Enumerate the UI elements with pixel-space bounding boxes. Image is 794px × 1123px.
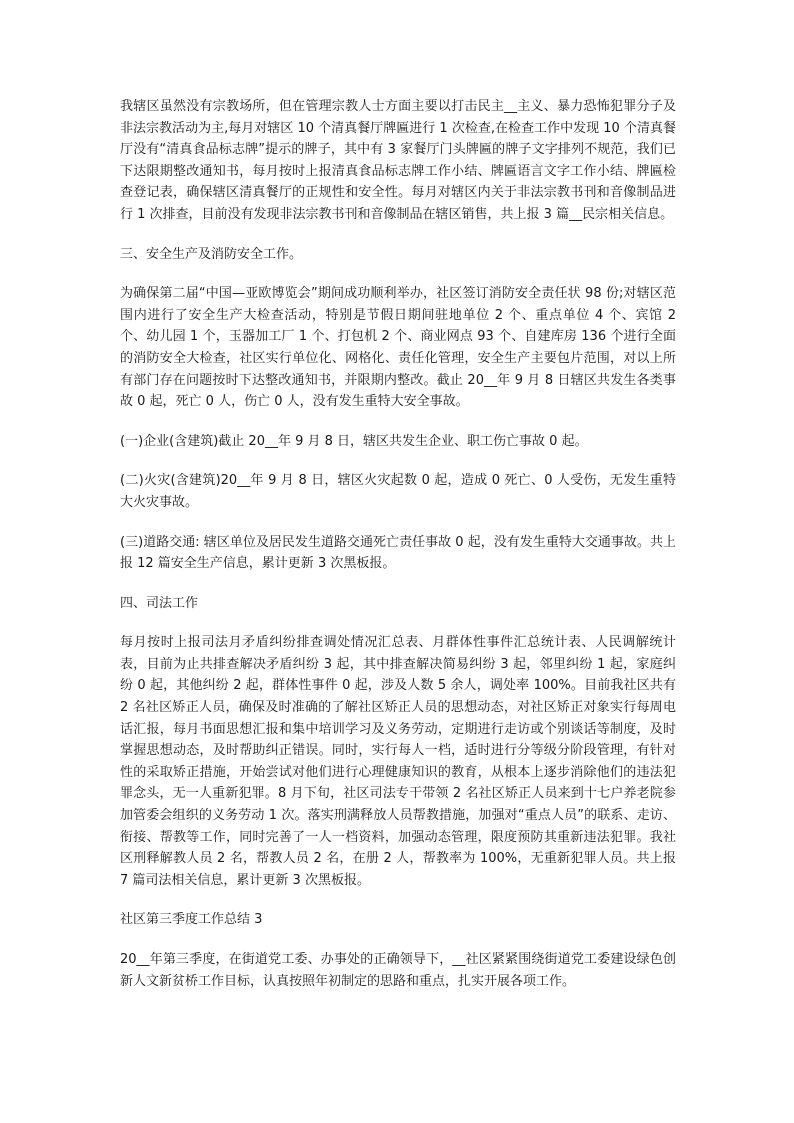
paragraph-q3-intro: 20__年第三季度，在街道党工委、办事处的正确领导下，__社区紧紧围绕街道党工委建设绿色创新人文新贫桥工作目标，认真按照年初制定的思路和重点，扎实开展各项工作。 [120, 952, 676, 989]
document-body [120, 96, 676, 1010]
paragraph-road-traffic: (三)道路交通: 辖区单位及居民发生道路交通死亡责任事故 0 起，没有发生重特大交通事故。共上报 12 篇安全生产信息，累计更新 3 次黑板报。 [120, 534, 676, 572]
paragraph-religious-affairs: 我辖区虽然没有宗教场所，但在管理宗教人士方面主要以打击民主__主义、暴力恐怖犯罪分子及非法宗教活动为主,每月对辖区 10 个清真餐厅牌匾进行 1 次检查,在检查工作中发现 10 个清真餐厅没有“清真食品标志牌”提示的牌子，其中有 3 家餐厅门头牌匾的牌子文字排列不规范，我们已下达限期整改通知书，每月按时上报清真食品标志牌工作小结、牌匾语言文字工作小结、牌匾检查登记表，确保辖区清真餐厅的正规性和安全性。每月对辖区内关于非法宗教书刊和音像制品进行 1 次排查，目前没有发现非法宗教书刊和音像制品在辖区销售，共上报 3 篇__民宗相关信息。 [120, 99, 676, 222]
paragraph-enterprise-accidents: (一)企业(含建筑)截止 20__年 9 月 8 日，辖区共发生企业、职工伤亡事故 0 起。 [120, 433, 588, 449]
paragraph-judicial-work: 每月按时上报司法月矛盾纠纷排查调处情况汇总表、月群体性事件汇总统计表、人民调解统计表，目前为止共排查解决矛盾纠纷 3 起，其中排查解决简易纠纷 3 起，邻里纠纷 1 起，家庭纠纷 0 起，其他纠纷 2 起，群体性事件 0 起，涉及人数 5 余人，调处率 100%。目前我社区共有 2 名社区矫正人员，确保及时准确的了解社区矫正人员的思想动态，对社区矫正对象实行每周电话汇报，每月书面思想汇报和集中培训学习及义务劳动，定期进行走访或个别谈话等制度，及时掌握思想动态，及时帮助纠正错误。同时，实行每人一档，适时进行分等级分阶段管理，有针对性的采取矫正措施，开始尝试对他们进行心理健康知识的教育，从根本上逐步消除他们的违法犯罪念头，无一人重新犯罪。8 月下旬，社区司法专干带领 2 名社区矫正人员来到十七户养老院参加管委会组织的义务劳动 1 次。落实刑满释放人员帮教措施，加强对“重点人员”的联系、走访、衔接、帮教等工作，同时完善了一人一档资料，加强动态管理，限度预防其重新违法犯罪。我社区刑释解教人员 2 名，帮教人员 2 名，在册 2 人，帮教率为 100%，无重新犯罪人员。共上报 7 篇司法相关信息，累计更新 3 次黑板报。 [120, 635, 676, 888]
paragraph-safety-inspection: 为确保第二届“中国—亚欧博览会”期间成功顺利举办，社区签订消防安全责任状 98 份;对辖区范围内进行了安全生产大检查活动，特别是节假日期间驻地单位 2 个、重点单位 4 个、宾馆 2 个、幼儿园 1 个，玉器加工厂 1 个、打包机 2 个、商业网点 93 个、自建库房 136 个进行全面的消防安全大检查，社区实行单位化、网格化、责任化管理，安全生产主要包片范围，对以上所有部门存在问题按时下达整改通知书，并限期内整改。截止 20__年 9 月 8 日辖区共发生各类事故 0 起，死亡 0 人，伤亡 0 人，没有发生重特大安全事故。 [120, 286, 676, 410]
paragraph-fire-accidents: (二)火灾(含建筑)20__年 9 月 8 日，辖区火灾起数 0 起，造成 0 死亡、0 人受伤，无发生重特大火灾事故。 [120, 473, 676, 510]
document-title-summary-3: 社区第三季度工作总结 3 [120, 912, 263, 928]
section-heading-safety: 三、安全生产及消防安全工作。 [120, 246, 303, 262]
section-heading-judicial: 四、司法工作 [120, 595, 199, 611]
